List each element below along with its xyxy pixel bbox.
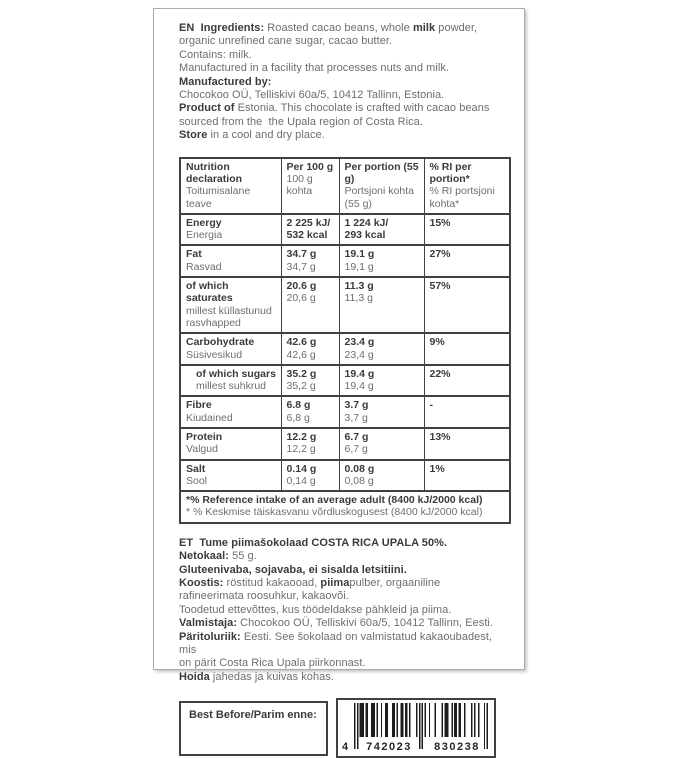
text-segment: Manufactured by: xyxy=(179,75,272,88)
barcode-bar xyxy=(372,703,373,737)
text-segment: röstitud kakaooad, xyxy=(223,577,321,589)
cell-line: kohta* xyxy=(429,197,460,210)
cell-line: Fat xyxy=(186,248,202,261)
table-cell xyxy=(180,428,281,460)
barcode-bar xyxy=(446,703,447,737)
barcode-bar xyxy=(422,703,423,749)
text-line xyxy=(179,129,508,142)
cell-line: 0.14 g xyxy=(286,462,317,475)
text-segment: 55 g. xyxy=(228,550,257,563)
barcode-bar xyxy=(409,703,410,737)
cell-line: 3.7 g xyxy=(344,399,369,412)
cell-line: 9% xyxy=(429,336,445,349)
text-segment: Gluteenivaba, sojavaba, ei sisalda letsitiini. xyxy=(179,563,407,576)
barcode-bar xyxy=(460,703,461,737)
barcode-bar xyxy=(444,703,445,737)
barcode-bar xyxy=(386,703,387,737)
text-segment: Valmistaja: xyxy=(179,617,238,630)
cell-line: 20,6 g xyxy=(286,292,316,305)
table-cell xyxy=(281,214,339,246)
barcode-bar xyxy=(381,703,382,737)
barcode-bar xyxy=(374,703,375,737)
cell-line: Toitumisalane teave xyxy=(186,185,251,210)
barcode xyxy=(336,698,496,758)
barcode-bar xyxy=(393,703,394,737)
table-cell xyxy=(180,460,281,492)
text-segment: Manufactured in a facility that processes nuts and milk. xyxy=(179,62,449,75)
barcode-bar xyxy=(429,703,430,737)
cell-line: (55 g) xyxy=(344,197,372,210)
text-segment: Netokaal: xyxy=(179,550,229,563)
text-segment: Eesti. See šokolaad on valmistatud kakaoubadest, mis xyxy=(179,630,493,657)
table-header-cell xyxy=(180,158,281,214)
barcode-bar xyxy=(425,703,426,737)
cell-line: 6,7 g xyxy=(344,443,368,456)
cell-line: rasvhapped xyxy=(186,316,241,329)
table-cell xyxy=(281,245,339,277)
table-cell xyxy=(180,277,281,333)
product-label-card xyxy=(153,8,525,754)
table-cell xyxy=(180,333,281,365)
text-segment: milk xyxy=(412,22,436,34)
cell-line: Fibre xyxy=(186,399,212,412)
text-segment: rafineerimata roosuhkur, kakaovõi. xyxy=(179,590,349,603)
table-cell xyxy=(339,214,424,246)
cell-line: Kiudained xyxy=(186,411,233,424)
table-cell xyxy=(180,214,281,246)
cell-line: 13% xyxy=(429,431,451,443)
text-segment: on pärit Costa Rica Upala piirkonnast. xyxy=(179,657,366,670)
cell-line: 19,1 g xyxy=(344,260,374,273)
best-before-label: Best Before/Parim enne: xyxy=(189,709,317,722)
text-segment: Product of xyxy=(179,102,235,115)
table-cell xyxy=(339,460,424,492)
text-segment: EN xyxy=(179,22,195,34)
cell-line: 19.4 g xyxy=(344,367,375,380)
text-segment: Chocokoo OÜ, Telliskivi 60a/5, 10412 Tallinn, Eesti. xyxy=(237,617,494,630)
cell-line: 100 g kohta xyxy=(286,172,313,198)
cell-line: Protein xyxy=(186,431,223,443)
cell-line: 42.6 g xyxy=(286,336,317,349)
table-cell xyxy=(281,365,339,397)
table-cell xyxy=(424,214,510,246)
cell-line: Energy xyxy=(186,216,222,229)
table-header-cell xyxy=(424,158,510,214)
cell-line: % RI per portion* xyxy=(429,160,472,185)
text-line xyxy=(179,631,508,658)
table-cell xyxy=(424,428,510,460)
bottom-row xyxy=(179,701,508,758)
text-segment: Store xyxy=(179,129,208,142)
table-header-cell xyxy=(281,158,339,214)
barcode-bar xyxy=(354,703,355,749)
text-segment: jahedas ja kuivas kohas. xyxy=(209,670,334,683)
table-header-cell xyxy=(339,158,424,214)
table-cell xyxy=(424,365,510,397)
cell-line: 0,14 g xyxy=(286,474,316,487)
cell-line: 12,2 g xyxy=(286,443,316,456)
text-segment: Roasted cacao beans, whole xyxy=(264,22,413,34)
table-cell xyxy=(281,396,339,428)
cell-line: 11,3 g xyxy=(344,292,373,305)
table-cell xyxy=(281,428,339,460)
table-cell xyxy=(339,277,424,333)
barcode-bar xyxy=(458,703,459,737)
text-line xyxy=(179,604,508,617)
text-line xyxy=(179,577,508,590)
cell-line: 0,08 g xyxy=(344,474,374,487)
table-cell xyxy=(180,396,281,428)
barcode-bar xyxy=(456,703,457,737)
cell-line: millest suhkrud xyxy=(196,380,267,393)
cell-line: % RI portsjoni xyxy=(429,185,495,198)
text-line xyxy=(179,657,508,670)
text-line xyxy=(179,22,508,35)
table-footnote-cell xyxy=(180,491,510,523)
et-ingredients-block xyxy=(179,537,508,684)
text-segment: Koostis: xyxy=(179,577,224,589)
cell-line: 11.3 g xyxy=(344,280,374,293)
cell-line: Nutrition declaration xyxy=(186,160,243,185)
table-row xyxy=(180,214,510,246)
cell-line: of which saturates xyxy=(186,280,233,305)
table-cell xyxy=(281,333,339,365)
cell-line: 19,4 g xyxy=(344,380,374,393)
barcode-bar xyxy=(447,703,448,737)
text-line xyxy=(179,49,508,62)
text-segment: Päritoluriik: xyxy=(179,630,241,643)
cell-line: Salt xyxy=(186,462,206,475)
table-cell xyxy=(424,277,510,333)
text-segment: Estonia. This chocolate is crafted with cacao beans xyxy=(234,102,490,115)
text-segment: Contains: milk. xyxy=(179,48,252,61)
barcode-bar xyxy=(464,703,465,737)
cell-line: * % Keskmise täiskasvanu võrdluskogusest (8400 kJ/2000 kcal) xyxy=(186,506,483,519)
text-segment: powder, xyxy=(435,22,478,34)
text-line xyxy=(179,102,508,115)
text-segment: organic unrefined cane sugar, cacao butter. xyxy=(179,35,393,48)
cell-line: 34.7 g xyxy=(286,248,317,261)
barcode-digits-right: 830238 xyxy=(434,741,480,754)
table-footnote-row xyxy=(180,491,510,523)
barcode-bar xyxy=(406,703,407,737)
cell-line: Sool xyxy=(186,474,208,487)
cell-line: 2 225 kJ/ xyxy=(286,216,331,229)
barcode-bar xyxy=(478,703,479,737)
cell-line: Energia xyxy=(186,229,223,242)
barcode-bar xyxy=(474,703,475,737)
table-cell xyxy=(180,365,281,397)
cell-line: Valgud xyxy=(186,443,218,456)
cell-line: millest küllastunud xyxy=(186,304,272,317)
text-segment: Ingredients: xyxy=(200,22,265,34)
text-line xyxy=(179,550,508,563)
cell-line: Süsivesikud xyxy=(186,348,243,361)
en-ingredients-block xyxy=(179,22,508,143)
cell-line: 57% xyxy=(429,280,451,293)
text-line xyxy=(179,617,508,630)
cell-line: 22% xyxy=(429,367,451,380)
cell-line: 1 224 kJ/ xyxy=(344,216,389,229)
cell-line: 1% xyxy=(429,462,445,475)
cell-line: 6,8 g xyxy=(286,411,310,424)
text-segment: Chocokoo OÜ, Telliskivi 60a/5, 10412 Tallinn, Estonia. xyxy=(179,89,445,102)
barcode-digit-first: 4 xyxy=(342,741,349,754)
text-segment: piima xyxy=(320,577,350,589)
barcode-bar xyxy=(441,703,442,737)
cell-line: Per 100 g xyxy=(286,160,334,173)
cell-line: Carbohydrate xyxy=(186,336,255,349)
barcode-bar xyxy=(361,703,362,737)
barcode-bar xyxy=(385,703,386,737)
cell-line: 12.2 g xyxy=(286,431,317,443)
text-line xyxy=(179,35,508,48)
text-line xyxy=(179,116,508,129)
table-cell xyxy=(180,245,281,277)
table-header-row xyxy=(180,158,510,214)
barcode-bar xyxy=(401,703,402,737)
best-before-box xyxy=(179,701,328,756)
barcode-bar xyxy=(434,703,435,737)
text-line xyxy=(179,537,508,550)
table-cell xyxy=(424,333,510,365)
barcode-bar xyxy=(454,703,455,737)
barcode-bar xyxy=(371,703,372,737)
barcode-bar xyxy=(360,703,361,737)
text-segment: ET xyxy=(179,536,194,549)
cell-line: 27% xyxy=(429,248,451,261)
barcode-bar xyxy=(471,703,472,737)
text-segment: Hoida xyxy=(179,670,210,683)
cell-line: Per portion (55 g) xyxy=(344,160,419,185)
table-cell xyxy=(339,396,424,428)
barcode-bar xyxy=(392,703,393,737)
table-row xyxy=(180,333,510,365)
cell-line: 23.4 g xyxy=(344,336,375,349)
table-cell xyxy=(281,460,339,492)
cell-line: 6.7 g xyxy=(344,431,369,443)
table-cell xyxy=(339,245,424,277)
barcode-digits-left: 742023 xyxy=(366,741,412,754)
table-cell xyxy=(424,396,510,428)
table-row xyxy=(180,428,510,460)
barcode-bar xyxy=(362,703,363,737)
text-line xyxy=(179,76,508,89)
cell-line: 35,2 g xyxy=(286,380,316,393)
barcode-bar xyxy=(377,703,378,737)
table-cell xyxy=(424,245,510,277)
text-line xyxy=(179,590,508,603)
cell-line: Rasvad xyxy=(186,260,222,273)
text-segment: pulber, orgaaniline xyxy=(349,577,441,589)
text-segment: sourced from the the Upala region of Costa Rica. xyxy=(179,115,423,128)
cell-line: 20.6 g xyxy=(286,280,317,293)
barcode-bar xyxy=(405,703,406,737)
cell-line: 23,4 g xyxy=(344,348,374,361)
text-segment: Tume piimašokolaad COSTA RICA UPALA 50%. xyxy=(199,536,448,549)
text-line xyxy=(179,62,508,75)
table-cell xyxy=(339,428,424,460)
cell-line: 532 kcal xyxy=(286,229,328,242)
cell-line: 15% xyxy=(429,216,451,229)
cell-line: *% Reference intake of an average adult (8400 kJ/2000 kcal) xyxy=(186,494,483,507)
cell-line: 34,7 g xyxy=(286,260,316,273)
cell-line: 0.08 g xyxy=(344,462,375,475)
cell-line: - xyxy=(429,399,433,412)
cell-line: 35.2 g xyxy=(286,367,317,380)
cell-line: Portsjoni kohta xyxy=(344,185,414,198)
table-cell xyxy=(339,333,424,365)
cell-line: 3,7 g xyxy=(344,411,368,424)
barcode-bar xyxy=(416,703,417,737)
table-cell xyxy=(339,365,424,397)
barcode-bar xyxy=(367,703,368,737)
text-line xyxy=(179,564,508,577)
text-segment: in a cool and dry place. xyxy=(207,129,325,142)
cell-line: 6.8 g xyxy=(286,399,311,412)
barcode-bar xyxy=(396,703,397,737)
text-line xyxy=(179,89,508,102)
table-row xyxy=(180,396,510,428)
table-row xyxy=(180,277,510,333)
cell-line: 293 kcal xyxy=(344,229,386,242)
table-row xyxy=(180,245,510,277)
table-cell xyxy=(424,460,510,492)
table-row xyxy=(180,365,510,397)
cell-line: of which sugars xyxy=(196,367,276,380)
barcode-bar xyxy=(365,703,366,737)
text-line xyxy=(179,671,508,684)
table-cell xyxy=(281,277,339,333)
cell-line: 19.1 g xyxy=(344,248,375,261)
table-row xyxy=(180,460,510,492)
barcode-bar xyxy=(402,703,403,737)
nutrition-table xyxy=(179,157,511,524)
barcode-bar xyxy=(451,703,452,737)
cell-line: 42,6 g xyxy=(286,348,316,361)
text-segment: Toodetud ettevõttes, kus töödeldakse pähkleid ja piima. xyxy=(179,603,452,616)
